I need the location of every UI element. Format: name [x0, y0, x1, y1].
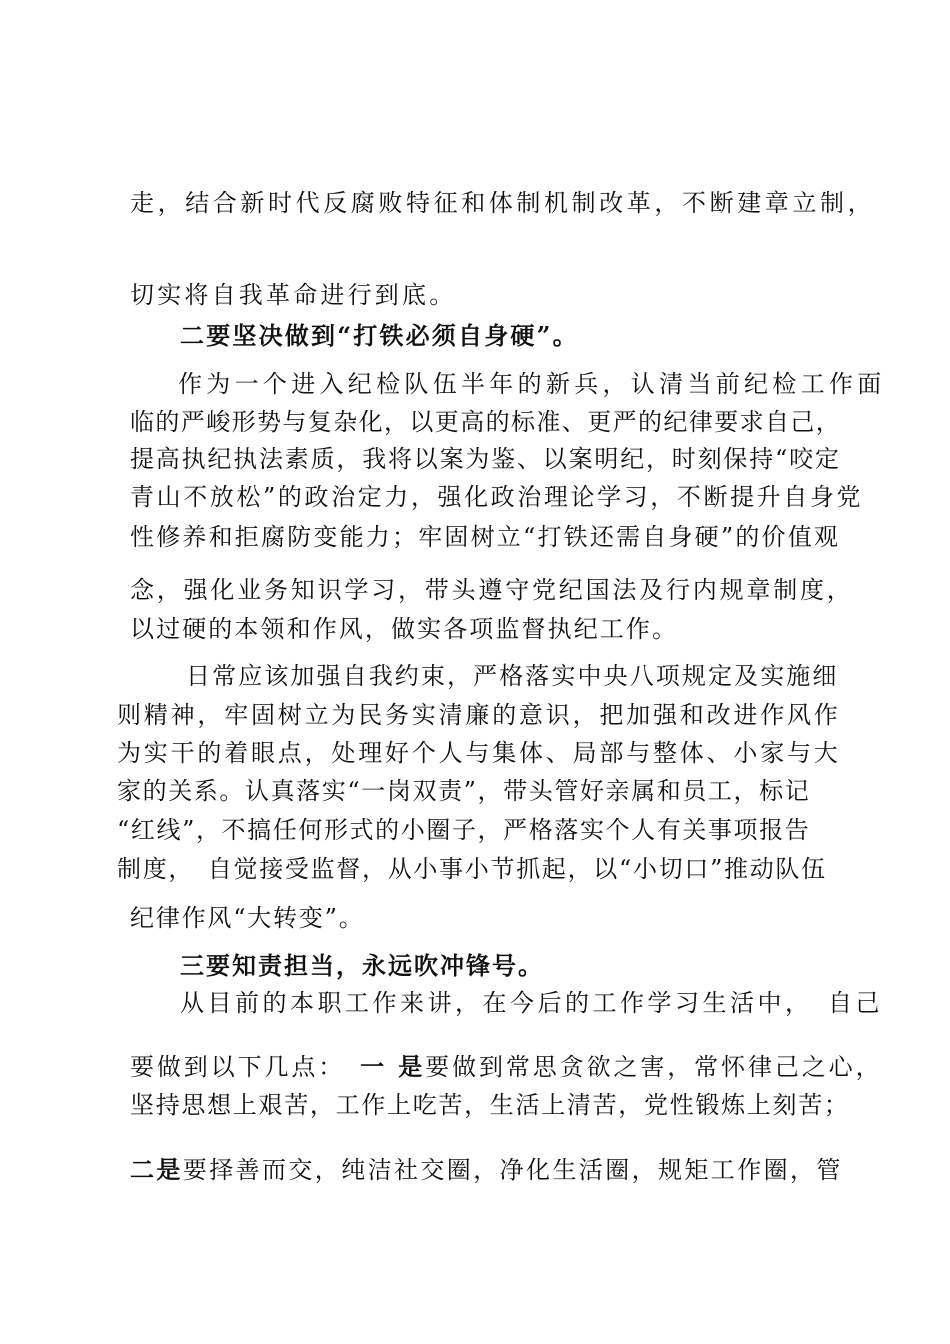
paragraph-line: “红线”，不搞任何形式的小圈子，严格落实个人有关事项报告: [117, 816, 811, 844]
paragraph-line: 切实将自我革命进行到底。: [130, 281, 457, 309]
paragraph-line: [130, 1155, 843, 1185]
paragraph-line: 青山不放松”的政治定力，强化政治理论学习，不断提升自身党: [130, 483, 864, 511]
paragraph-line: 日常应该加强自我约束，严格落实中央八项规定及实施细: [186, 662, 839, 690]
paragraph-line: 坚持思想上艰苦，工作上吃苦，生活上清苦，党性锻炼上刻苦；: [130, 1091, 850, 1119]
paragraph-line: 制度， 自觉接受监督，从小事小节抓起，以“小切口”推动队伍: [117, 855, 827, 883]
paragraph-line: 则精神，牢固树立为民务实清廉的意识，把加强和改进作风作: [117, 701, 841, 729]
section-heading: 三要知责担当，永远吹冲锋号。: [180, 951, 544, 980]
section-heading: 二要坚决做到“打铁必须自身硬”。: [180, 321, 579, 350]
paragraph-line: 从目前的本职工作来讲，在今后的工作学习生活中， 自己: [180, 989, 883, 1017]
paragraph-line: 临的严峻形势与复杂化，以更高的标准、更严的纪律要求自己，: [130, 408, 842, 436]
paragraph-line: [130, 1052, 882, 1082]
line-prefix: 要做到以下几点：: [130, 1053, 361, 1081]
line-text: 要择善而交，纯洁社交圈，净化生活圈，规矩工作圈，管: [182, 1156, 843, 1184]
paragraph-line: 性修养和拒腐防变能力；牢固树立“打铁还需自身硬”的价值观: [130, 523, 841, 551]
paragraph-line: 纪律作风“大转变”。: [130, 904, 365, 932]
paragraph-line: 提高执纪执法素质，我将以案为鉴、以案明纪，时刻保持“咬定: [130, 445, 841, 473]
paragraph-line: 念，强化业务知识学习，带头遵守党纪国法及行内规章制度，: [130, 576, 854, 604]
paragraph-line: 走，结合新时代反腐败特征和体制机制改革，不断建章立制，: [130, 189, 876, 217]
paragraph-line: 以过硬的本领和作风，做实各项监督执纪工作。: [130, 615, 679, 643]
paragraph-line: 家的关系。认真落实“一岗双责”，带头管好亲属和员工，标记: [117, 777, 811, 805]
paragraph-line: 为实干的着眼点，处理好个人与集体、局部与整体、小家与大: [117, 739, 841, 767]
paragraph-line: 作为一个进入纪检队伍半年的新兵，认清当前纪检工作面: [178, 370, 886, 398]
point-marker: 二是: [130, 1155, 183, 1184]
point-marker: 一 是: [360, 1052, 426, 1081]
line-text: 要做到常思贪欲之害，常怀律己之心，: [425, 1053, 883, 1081]
